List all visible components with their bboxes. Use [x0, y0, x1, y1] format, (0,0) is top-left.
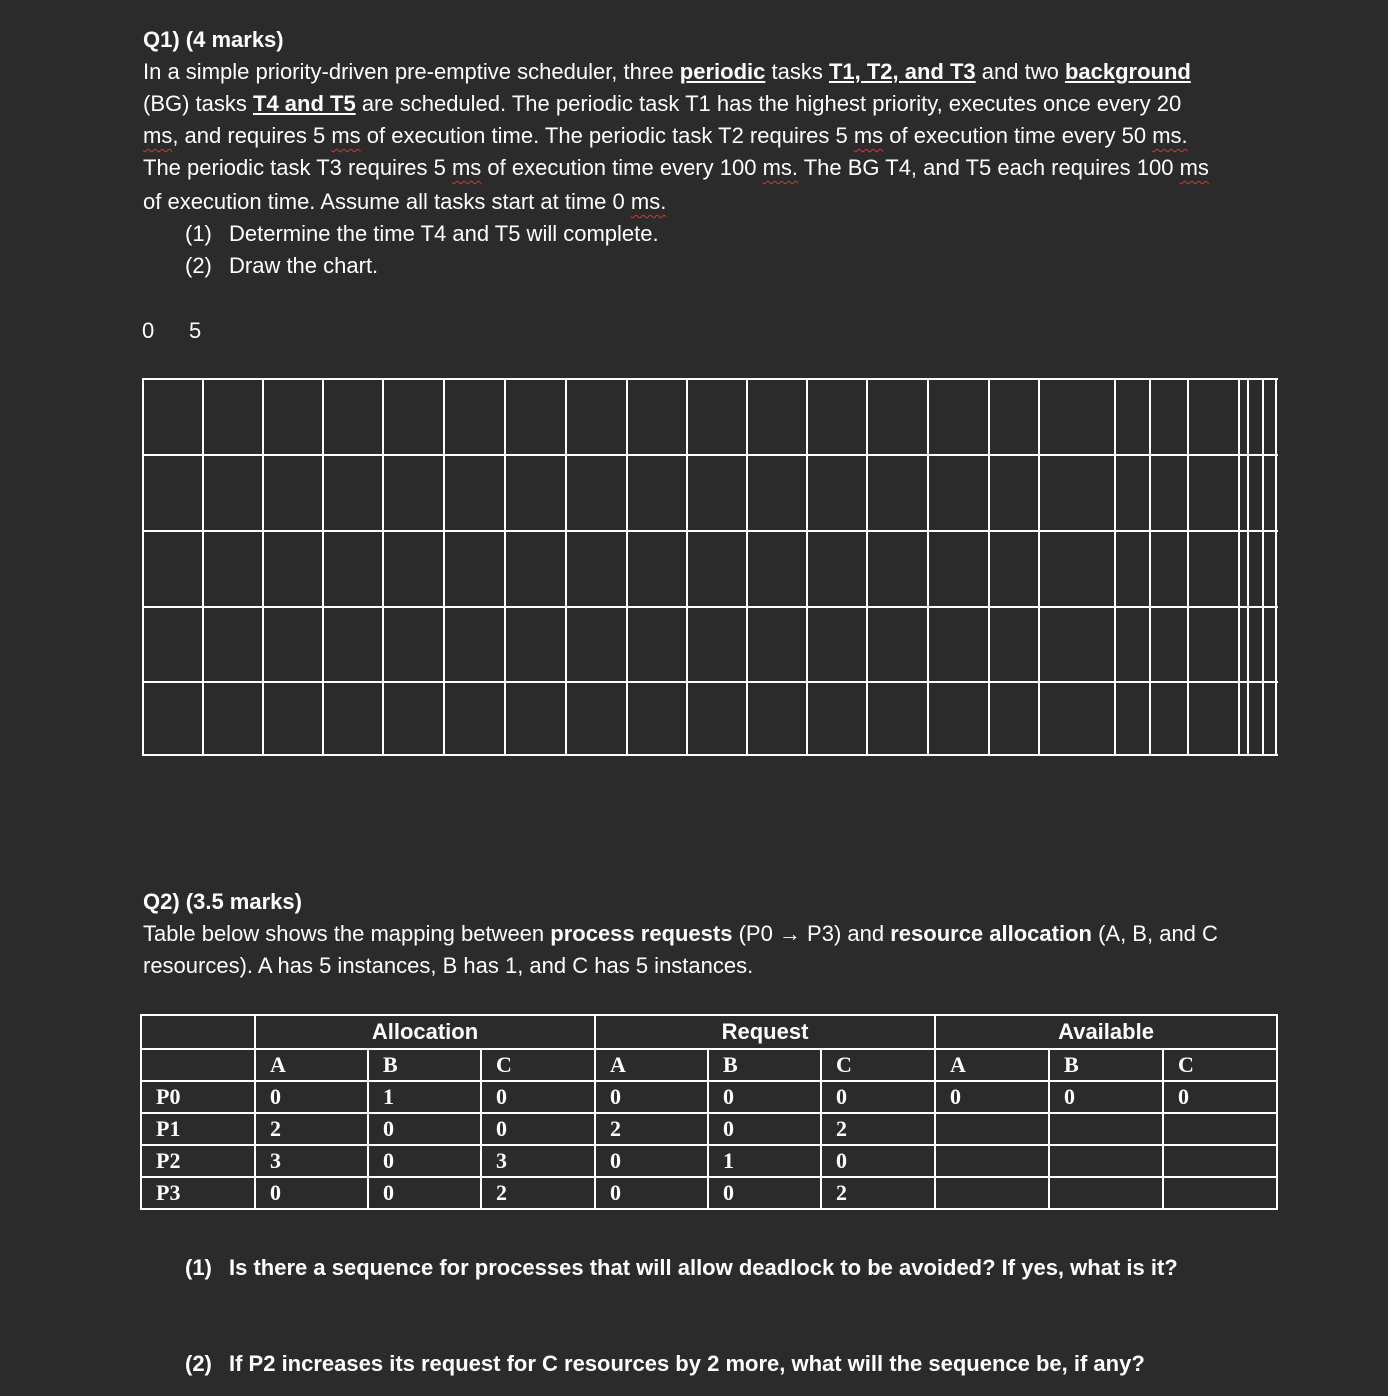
table-cell: 0: [595, 1145, 708, 1177]
table-cell: 0: [368, 1113, 481, 1145]
q2-item-1: (1) Is there a sequence for processes that will allow deadlock to be avoided? If yes, what is it?: [185, 1255, 1178, 1280]
column-header: B: [708, 1049, 821, 1081]
column-header-row: [141, 1049, 1277, 1081]
q1-heading: Q1) (4 marks): [143, 27, 284, 52]
process-label: P1: [141, 1113, 255, 1145]
column-header: C: [481, 1049, 595, 1081]
column-header: B: [1049, 1049, 1163, 1081]
table-cell: 0: [255, 1177, 368, 1209]
table-cell: 0: [708, 1081, 821, 1113]
q1-line-4: The periodic task T3 requires 5 ms of execution time every 100 ms. The BG T4, and T5 each requires 100 ms: [143, 155, 1209, 180]
q2-line-1: Table below shows the mapping between process requests (P0 → P3) and resource allocation (A, B, and C: [143, 921, 1218, 946]
table-cell: [1163, 1113, 1277, 1145]
tick-5: 5: [189, 318, 202, 343]
table-row: [141, 1081, 1277, 1113]
table-cell: [1049, 1113, 1163, 1145]
table-cell: 0: [255, 1081, 368, 1113]
table-cell: [935, 1113, 1049, 1145]
table-cell: 0: [708, 1113, 821, 1145]
request-header: Request: [595, 1015, 935, 1049]
table-row: [141, 1113, 1277, 1145]
q1-line-2: (BG) tasks T4 and T5 are scheduled. The periodic task T1 has the highest priority, executes once every 20: [143, 91, 1182, 116]
table-cell: [1163, 1177, 1277, 1209]
q1-line-3: ms, and requires 5 ms of execution time. The periodic task T2 requires 5 ms of execution time every 50 ms.: [143, 123, 1188, 148]
table-cell: 2: [255, 1113, 368, 1145]
table-cell: 0: [368, 1145, 481, 1177]
column-header: A: [595, 1049, 708, 1081]
resource-table: [140, 1014, 1278, 1210]
table-cell: [1163, 1145, 1277, 1177]
q1-line-5: of execution time. Assume all tasks start at time 0 ms.: [143, 189, 667, 214]
table-cell: 3: [481, 1145, 595, 1177]
column-header: A: [935, 1049, 1049, 1081]
q2-line-2: resources). A has 5 instances, B has 1, and C has 5 instances.: [143, 953, 754, 978]
table-cell: 1: [368, 1081, 481, 1113]
table-cell: [935, 1145, 1049, 1177]
table-cell: 0: [1163, 1081, 1277, 1113]
process-label: P2: [141, 1145, 255, 1177]
table-cell: [1049, 1177, 1163, 1209]
table-row: [141, 1177, 1277, 1209]
table-cell: 2: [595, 1113, 708, 1145]
column-header-blank: [141, 1049, 255, 1081]
table-cell: 0: [821, 1145, 935, 1177]
table-cell: 2: [821, 1113, 935, 1145]
table-cell: 0: [935, 1081, 1049, 1113]
column-header: B: [368, 1049, 481, 1081]
tick-0: 0: [142, 318, 155, 343]
table-cell: 2: [821, 1177, 935, 1209]
process-label: P0: [141, 1081, 255, 1113]
table-row: [141, 1145, 1277, 1177]
table-cell: 0: [481, 1081, 595, 1113]
column-header: C: [821, 1049, 935, 1081]
allocation-header: Allocation: [255, 1015, 595, 1049]
table-cell: 1: [708, 1145, 821, 1177]
gantt-chart-grid: [142, 378, 1278, 756]
column-header: A: [255, 1049, 368, 1081]
table-cell: 0: [708, 1177, 821, 1209]
q1-line-1: In a simple priority-driven pre-emptive scheduler, three periodic tasks T1, T2, and T3 and two background: [143, 59, 1191, 84]
table-cell: [935, 1177, 1049, 1209]
process-label: P3: [141, 1177, 255, 1209]
table-cell: 3: [255, 1145, 368, 1177]
column-header: C: [1163, 1049, 1277, 1081]
table-cell: 0: [595, 1081, 708, 1113]
table-cell: 0: [1049, 1081, 1163, 1113]
corner-cell: [141, 1015, 255, 1049]
table-cell: 2: [481, 1177, 595, 1209]
table-cell: 0: [368, 1177, 481, 1209]
q2-item-2: (2) If P2 increases its request for C resources by 2 more, what will the sequence be, if any?: [185, 1351, 1145, 1376]
q2-heading: Q2) (3.5 marks): [143, 889, 302, 914]
table-cell: 0: [595, 1177, 708, 1209]
q1-item-1: (1) Determine the time T4 and T5 will complete.: [185, 221, 659, 246]
group-header-row: [141, 1015, 1277, 1049]
table-cell: 0: [481, 1113, 595, 1145]
available-header: Available: [935, 1015, 1277, 1049]
table-cell: 0: [821, 1081, 935, 1113]
table-cell: [1049, 1145, 1163, 1177]
q1-item-2: (2) Draw the chart.: [185, 253, 379, 278]
